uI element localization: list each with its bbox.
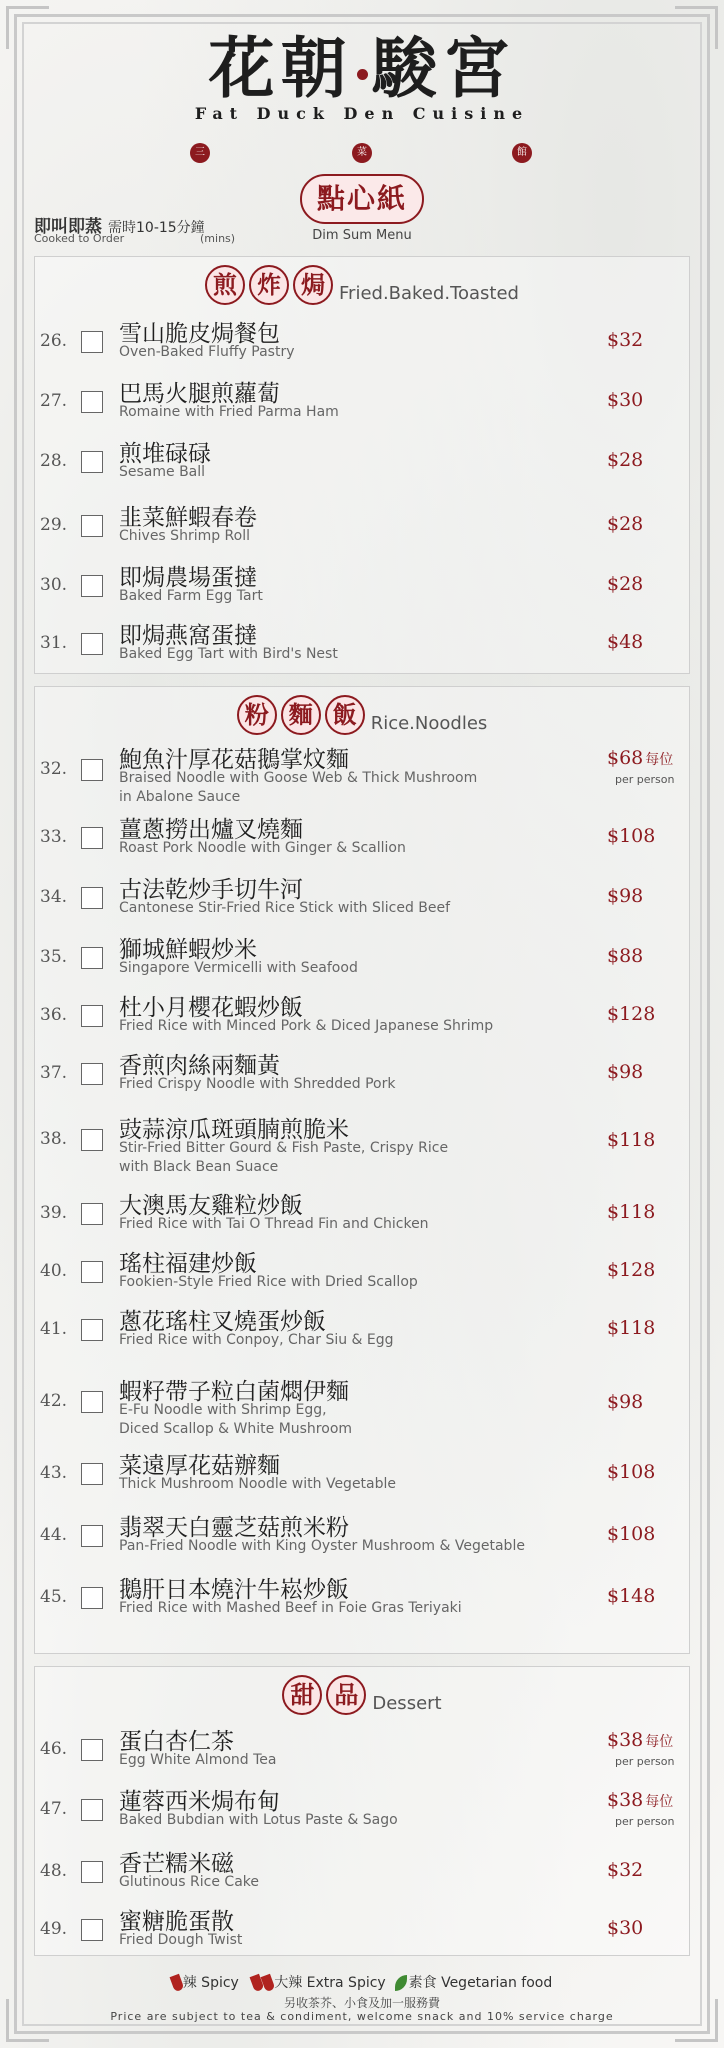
item-number: 38. bbox=[40, 1129, 68, 1149]
order-mins: (mins) bbox=[200, 232, 236, 245]
item-number: 32. bbox=[40, 759, 68, 779]
item-number: 48. bbox=[40, 1861, 68, 1881]
seal-icon: 菜 bbox=[352, 143, 372, 163]
item-name-en: E-Fu Noodle with Shrimp Egg, bbox=[119, 1402, 327, 1418]
order-checkbox[interactable] bbox=[81, 887, 103, 909]
item-number: 46. bbox=[40, 1739, 68, 1759]
item-price bbox=[607, 1259, 655, 1281]
item-name-en: with Black Bean Suace bbox=[119, 1159, 279, 1175]
logo-chinese bbox=[0, 30, 724, 106]
item-name-en: Baked Farm Egg Tart bbox=[119, 588, 263, 604]
item-name-zh: 煎堆碌碌 bbox=[119, 441, 211, 467]
item-name-zh: 即焗燕窩蛋撻 bbox=[119, 623, 257, 649]
item-price bbox=[607, 1061, 643, 1083]
legend-vegetarian: 素食 Vegetarian food bbox=[408, 1975, 553, 1991]
order-en: Cooked to Order bbox=[34, 232, 125, 245]
price-value: $32 bbox=[607, 329, 644, 351]
price-value: $128 bbox=[607, 1003, 656, 1025]
order-cn: 即叫即蒸 bbox=[34, 217, 102, 237]
service-note-cn: 另收茶芥、小食及加一服務費 bbox=[283, 1996, 440, 2010]
legend bbox=[0, 1972, 724, 1992]
item-name-zh: 蔥花瑤柱叉燒蛋炒飯 bbox=[119, 1309, 326, 1335]
item-name-zh: 巴馬火腿煎蘿蔔 bbox=[119, 381, 280, 407]
order-checkbox[interactable] bbox=[81, 1005, 103, 1027]
logo-dot-icon bbox=[357, 69, 368, 80]
item-name-en: Baked Bubdian with Lotus Paste & Sago bbox=[119, 1812, 398, 1828]
price-each-label: 每位 bbox=[645, 1734, 674, 1750]
item-name-zh: 豉蒜涼瓜斑頭腩煎脆米 bbox=[119, 1117, 349, 1143]
price-value: $30 bbox=[607, 1917, 644, 1939]
menu-section bbox=[34, 256, 690, 674]
price-value: $148 bbox=[607, 1585, 656, 1607]
order-checkbox[interactable] bbox=[81, 1525, 103, 1547]
item-price bbox=[607, 1461, 655, 1483]
order-checkbox[interactable] bbox=[81, 633, 103, 655]
item-name-en: Fried Dough Twist bbox=[119, 1932, 243, 1948]
price-value: $98 bbox=[607, 885, 644, 907]
item-price bbox=[607, 1003, 655, 1025]
section-heading bbox=[35, 265, 689, 305]
price-value: $32 bbox=[607, 1859, 644, 1881]
section-title-en: Dessert bbox=[372, 1693, 442, 1714]
item-number: 37. bbox=[40, 1063, 68, 1083]
item-name-en: Roast Pork Noodle with Ginger & Scallion bbox=[119, 840, 406, 856]
order-checkbox[interactable] bbox=[81, 1799, 103, 1821]
item-name-en: Braised Noodle with Goose Web & Thick Mushroom bbox=[119, 770, 478, 786]
price-value: $48 bbox=[607, 631, 644, 653]
order-checkbox[interactable] bbox=[81, 1463, 103, 1485]
section-char-badge: 粉 bbox=[237, 695, 277, 735]
item-name-zh: 獅城鮮蝦炒米 bbox=[119, 937, 257, 963]
item-name-en: Diced Scallop & White Mushroom bbox=[119, 1421, 353, 1437]
seal-icon: 三 bbox=[190, 143, 210, 163]
logo-cn-right: 駿宮 bbox=[371, 29, 516, 107]
price-value: $88 bbox=[607, 945, 644, 967]
item-number: 40. bbox=[40, 1261, 68, 1281]
service-note-en: Price are subject to tea & condiment, welcome snack and 10% service charge bbox=[110, 2010, 614, 2023]
item-price bbox=[607, 1523, 655, 1545]
item-name-en: Stir-Fried Bitter Gourd & Fish Paste, Crispy Rice bbox=[119, 1140, 449, 1156]
item-price bbox=[607, 389, 643, 411]
item-price bbox=[607, 1201, 655, 1223]
item-price bbox=[607, 1859, 643, 1881]
section-title-en: Rice.Noodles bbox=[370, 713, 488, 734]
leaf-icon bbox=[395, 1975, 407, 1991]
order-checkbox[interactable] bbox=[81, 1739, 103, 1761]
item-name-zh: 香煎肉絲兩麵黃 bbox=[119, 1053, 280, 1079]
item-name-en: Egg White Almond Tea bbox=[119, 1752, 277, 1768]
item-number: 42. bbox=[40, 1391, 68, 1411]
section-title-en: Fried.Baked.Toasted bbox=[339, 283, 519, 304]
seal-row bbox=[0, 143, 724, 165]
section-char-badge: 甜 bbox=[282, 1675, 322, 1715]
logo-cn-left: 花朝 bbox=[208, 29, 353, 107]
item-price bbox=[607, 1585, 655, 1607]
order-checkbox[interactable] bbox=[81, 827, 103, 849]
item-number: 29. bbox=[40, 515, 68, 535]
item-name-en: Pan-Fried Noodle with King Oyster Mushroom & Vegetable bbox=[119, 1538, 525, 1554]
section-char-badge: 煎 bbox=[205, 265, 245, 305]
item-number: 41. bbox=[40, 1319, 68, 1339]
item-name-zh: 菜遠厚花菇辦麵 bbox=[119, 1453, 280, 1479]
item-name-zh: 杜小月櫻花蝦炒飯 bbox=[119, 995, 303, 1021]
item-number: 28. bbox=[40, 451, 68, 471]
item-name-zh: 香芒糯米磁 bbox=[119, 1851, 234, 1877]
item-name-zh: 蜜糖脆蛋散 bbox=[119, 1909, 234, 1935]
item-name-zh: 薑蔥撈出爐叉燒麵 bbox=[119, 817, 303, 843]
dimsum-cn: 點心紙 bbox=[316, 182, 407, 215]
item-number: 30. bbox=[40, 575, 68, 595]
price-value: $118 bbox=[607, 1129, 656, 1151]
item-number: 47. bbox=[40, 1799, 68, 1819]
item-number: 26. bbox=[40, 331, 68, 351]
item-number: 45. bbox=[40, 1587, 68, 1607]
order-checkbox[interactable] bbox=[81, 1063, 103, 1085]
price-value: $28 bbox=[607, 449, 644, 471]
item-name-zh: 鵝肝日本燒汁牛崧炒飯 bbox=[119, 1577, 349, 1603]
item-name-zh: 蝦籽帶子粒白菌燜伊麵 bbox=[119, 1379, 349, 1405]
item-name-zh: 鮑魚汁厚花菇鵝掌炆麵 bbox=[119, 747, 349, 773]
item-name-en: Fried Crispy Noodle with Shredded Pork bbox=[119, 1076, 396, 1092]
dim-sum-menu-badge bbox=[300, 174, 424, 224]
item-name-en: Fried Rice with Mashed Beef in Foie Gras Teriyaki bbox=[119, 1600, 462, 1616]
item-price bbox=[607, 631, 643, 653]
item-name-en: Fried Rice with Conpoy, Char Siu & Egg bbox=[119, 1332, 394, 1348]
item-name-en: Singapore Vermicelli with Seafood bbox=[119, 960, 358, 976]
item-name-en: Chives Shrimp Roll bbox=[119, 528, 251, 544]
order-checkbox[interactable] bbox=[81, 947, 103, 969]
order-checkbox[interactable] bbox=[81, 575, 103, 597]
item-name-en: Oven-Baked Fluffy Pastry bbox=[119, 344, 295, 360]
item-name-en: in Abalone Sauce bbox=[119, 789, 241, 805]
price-each-label: 每位 bbox=[645, 752, 674, 768]
item-price bbox=[607, 747, 673, 769]
item-name-zh: 翡翠天白靈芝菇煎米粉 bbox=[119, 1515, 349, 1541]
item-name-zh: 即焗農場蛋撻 bbox=[119, 565, 257, 591]
item-price bbox=[607, 885, 643, 907]
logo-english: Fat Duck Den Cuisine bbox=[194, 104, 530, 123]
section-heading bbox=[35, 1675, 689, 1715]
order-checkbox[interactable] bbox=[81, 1587, 103, 1609]
price-value: $108 bbox=[607, 1523, 656, 1545]
price-value: $118 bbox=[607, 1201, 656, 1223]
item-number: 34. bbox=[40, 887, 68, 907]
item-name-en: Baked Egg Tart with Bird's Nest bbox=[119, 646, 338, 662]
item-price bbox=[607, 1729, 673, 1751]
order-checkbox[interactable] bbox=[81, 1203, 103, 1225]
item-price bbox=[607, 449, 643, 471]
price-value: $118 bbox=[607, 1317, 656, 1339]
legend-spicy: 辣 Spicy bbox=[182, 1975, 239, 1991]
section-heading bbox=[35, 695, 689, 735]
item-price bbox=[607, 1391, 643, 1413]
restaurant-logo bbox=[0, 30, 724, 123]
order-checkbox[interactable] bbox=[81, 1261, 103, 1283]
price-value: $30 bbox=[607, 389, 644, 411]
item-name-en: Romaine with Fried Parma Ham bbox=[119, 404, 339, 420]
item-price bbox=[607, 825, 655, 847]
item-name-en: Fookien-Style Fried Rice with Dried Scallop bbox=[119, 1274, 418, 1290]
price-value: $38 bbox=[607, 1789, 644, 1811]
item-price bbox=[607, 945, 643, 967]
item-name-zh: 古法乾炒手切牛河 bbox=[119, 877, 303, 903]
item-name-zh: 大澳馬友雞粒炒飯 bbox=[119, 1193, 303, 1219]
item-number: 31. bbox=[40, 633, 68, 653]
per-person-label: per person bbox=[615, 1755, 675, 1768]
item-name-en: Fried Rice with Tai O Thread Fin and Chicken bbox=[119, 1216, 429, 1232]
order-checkbox[interactable] bbox=[81, 391, 103, 413]
item-name-zh: 韭菜鮮蝦春卷 bbox=[119, 505, 257, 531]
item-name-en: Glutinous Rice Cake bbox=[119, 1874, 259, 1890]
item-name-en: Cantonese Stir-Fried Rice Stick with Sliced Beef bbox=[119, 900, 451, 916]
legend-extra-spicy: 大辣 Extra Spicy bbox=[274, 1975, 386, 1991]
item-number: 36. bbox=[40, 1005, 68, 1025]
order-checkbox[interactable] bbox=[81, 1319, 103, 1341]
price-each-label: 每位 bbox=[645, 1794, 674, 1810]
order-checkbox[interactable] bbox=[81, 1391, 103, 1413]
item-price bbox=[607, 513, 643, 535]
per-person-label: per person bbox=[615, 1815, 675, 1828]
item-name-en: Fried Rice with Minced Pork & Diced Japanese Shrimp bbox=[119, 1018, 494, 1034]
price-value: $128 bbox=[607, 1259, 656, 1281]
menu-section bbox=[34, 1666, 690, 1956]
section-char-badge: 焗 bbox=[293, 265, 333, 305]
item-number: 33. bbox=[40, 827, 68, 847]
item-number: 27. bbox=[40, 391, 68, 411]
order-checkbox[interactable] bbox=[81, 1129, 103, 1151]
dimsum-en: Dim Sum Menu bbox=[312, 228, 412, 243]
price-value: $108 bbox=[607, 825, 656, 847]
item-price bbox=[607, 1789, 673, 1811]
price-value: $38 bbox=[607, 1729, 644, 1751]
item-name-zh: 雪山脆皮焗餐包 bbox=[119, 321, 280, 347]
item-price bbox=[607, 329, 643, 351]
section-char-badge: 品 bbox=[326, 1675, 366, 1715]
price-value: $68 bbox=[607, 747, 644, 769]
order-checkbox[interactable] bbox=[81, 451, 103, 473]
item-number: 49. bbox=[40, 1919, 68, 1939]
price-value: $108 bbox=[607, 1461, 656, 1483]
item-price bbox=[607, 1917, 643, 1939]
price-value: $98 bbox=[607, 1391, 644, 1413]
per-person-label: per person bbox=[615, 773, 675, 786]
menu-section bbox=[34, 686, 690, 1654]
item-name-zh: 蓮蓉西米焗布甸 bbox=[119, 1789, 280, 1815]
item-price bbox=[607, 1129, 655, 1151]
price-value: $28 bbox=[607, 513, 644, 535]
price-value: $98 bbox=[607, 1061, 644, 1083]
item-number: 39. bbox=[40, 1203, 68, 1223]
order-checkbox[interactable] bbox=[81, 331, 103, 353]
item-price bbox=[607, 1317, 655, 1339]
price-value: $28 bbox=[607, 573, 644, 595]
seal-icon: 館 bbox=[512, 143, 532, 163]
order-time-cn: 需時10-15分鐘 bbox=[108, 220, 205, 236]
item-name-zh: 瑤柱福建炒飯 bbox=[119, 1251, 257, 1277]
section-char-badge: 飯 bbox=[325, 695, 365, 735]
item-name-zh: 蛋白杏仁茶 bbox=[119, 1729, 234, 1755]
order-checkbox[interactable] bbox=[81, 515, 103, 537]
section-char-badge: 麵 bbox=[281, 695, 321, 735]
item-number: 44. bbox=[40, 1525, 68, 1545]
item-number: 43. bbox=[40, 1463, 68, 1483]
item-number: 35. bbox=[40, 947, 68, 967]
item-name-en: Thick Mushroom Noodle with Vegetable bbox=[119, 1476, 397, 1492]
order-checkbox[interactable] bbox=[81, 1861, 103, 1883]
order-checkbox[interactable] bbox=[81, 1919, 103, 1941]
item-price bbox=[607, 573, 643, 595]
section-char-badge: 炸 bbox=[249, 265, 289, 305]
order-checkbox[interactable] bbox=[81, 759, 103, 781]
item-name-en: Sesame Ball bbox=[119, 464, 206, 480]
